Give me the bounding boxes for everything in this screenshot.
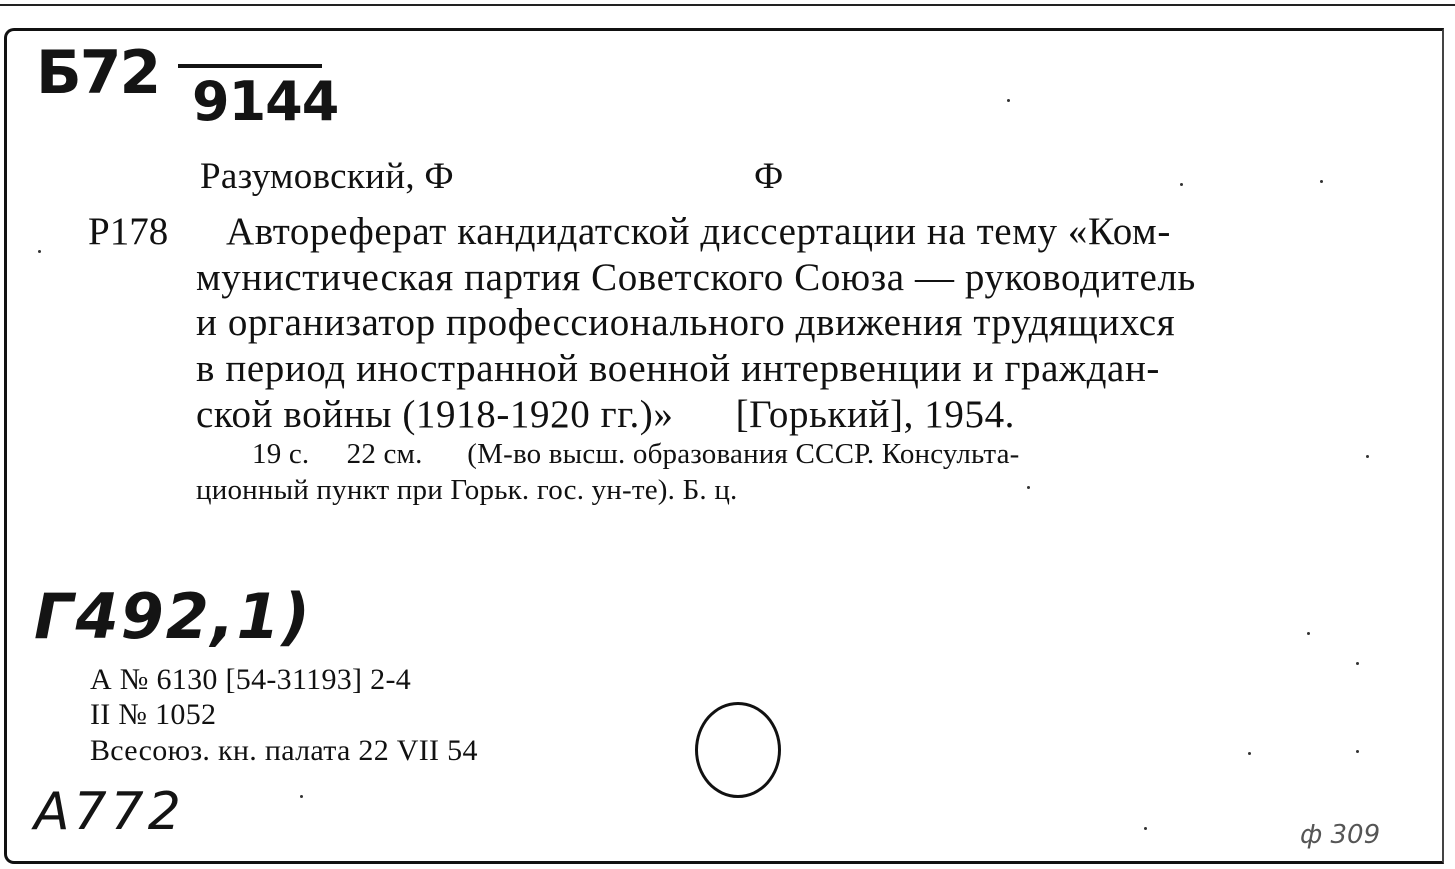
scan-speck (1144, 827, 1147, 830)
catalog-chamber-date: Всесоюз. кн. палата 22 VII 54 (90, 734, 478, 767)
scan-speck (1366, 455, 1369, 458)
shelf-mark-number: 9144 (192, 70, 339, 133)
call-number: Р178 (88, 210, 169, 253)
shelf-mark-label: Б72 (36, 38, 160, 108)
stamp-circle (695, 702, 781, 798)
handwritten-class-number: Г492,1) (34, 580, 312, 653)
scan-speck (1007, 99, 1010, 102)
scan-speck (1248, 752, 1251, 755)
description-line: ционный пункт при Горьк. гос. ун-те). Б. ц. (196, 474, 738, 506)
scan-speck (1320, 180, 1323, 183)
description-line: 19 с. 22 см. (М-во высш. образования СССР. Консульта- (252, 438, 1020, 470)
scan-speck (1356, 662, 1359, 665)
title-line: в период иностранной военной интервенции и граждан- (196, 347, 1161, 390)
shelf-mark-rule (178, 64, 322, 68)
scan-speck (1180, 183, 1183, 186)
title-line: и организатор профессионального движения трудящихся (196, 301, 1176, 344)
scan-speck (1307, 632, 1310, 635)
catalog-secondary-number: II № 1052 (90, 698, 217, 731)
title-line: мунистическая партия Советского Союза — руководитель (196, 256, 1196, 299)
scan-speck (300, 795, 303, 798)
scan-speck (1027, 486, 1030, 489)
scan-speck (1356, 750, 1359, 753)
author-name: Разумовский, Ф (200, 156, 454, 197)
author-initial: Ф (754, 156, 784, 197)
scan-edge-line (0, 4, 1455, 6)
scan-speck (38, 250, 41, 253)
catalog-record-number: А № 6130 [54-31193] 2-4 (90, 663, 412, 696)
handwritten-corner-note: ф 309 (1300, 820, 1381, 850)
title-line: ской войны (1918-1920 гг.)» [Горький], 1954. (196, 393, 1016, 436)
handwritten-inventory-number: А772 (34, 782, 185, 842)
title-line: Автореферат кандидатской диссертации на тему «Ком- (226, 210, 1171, 253)
